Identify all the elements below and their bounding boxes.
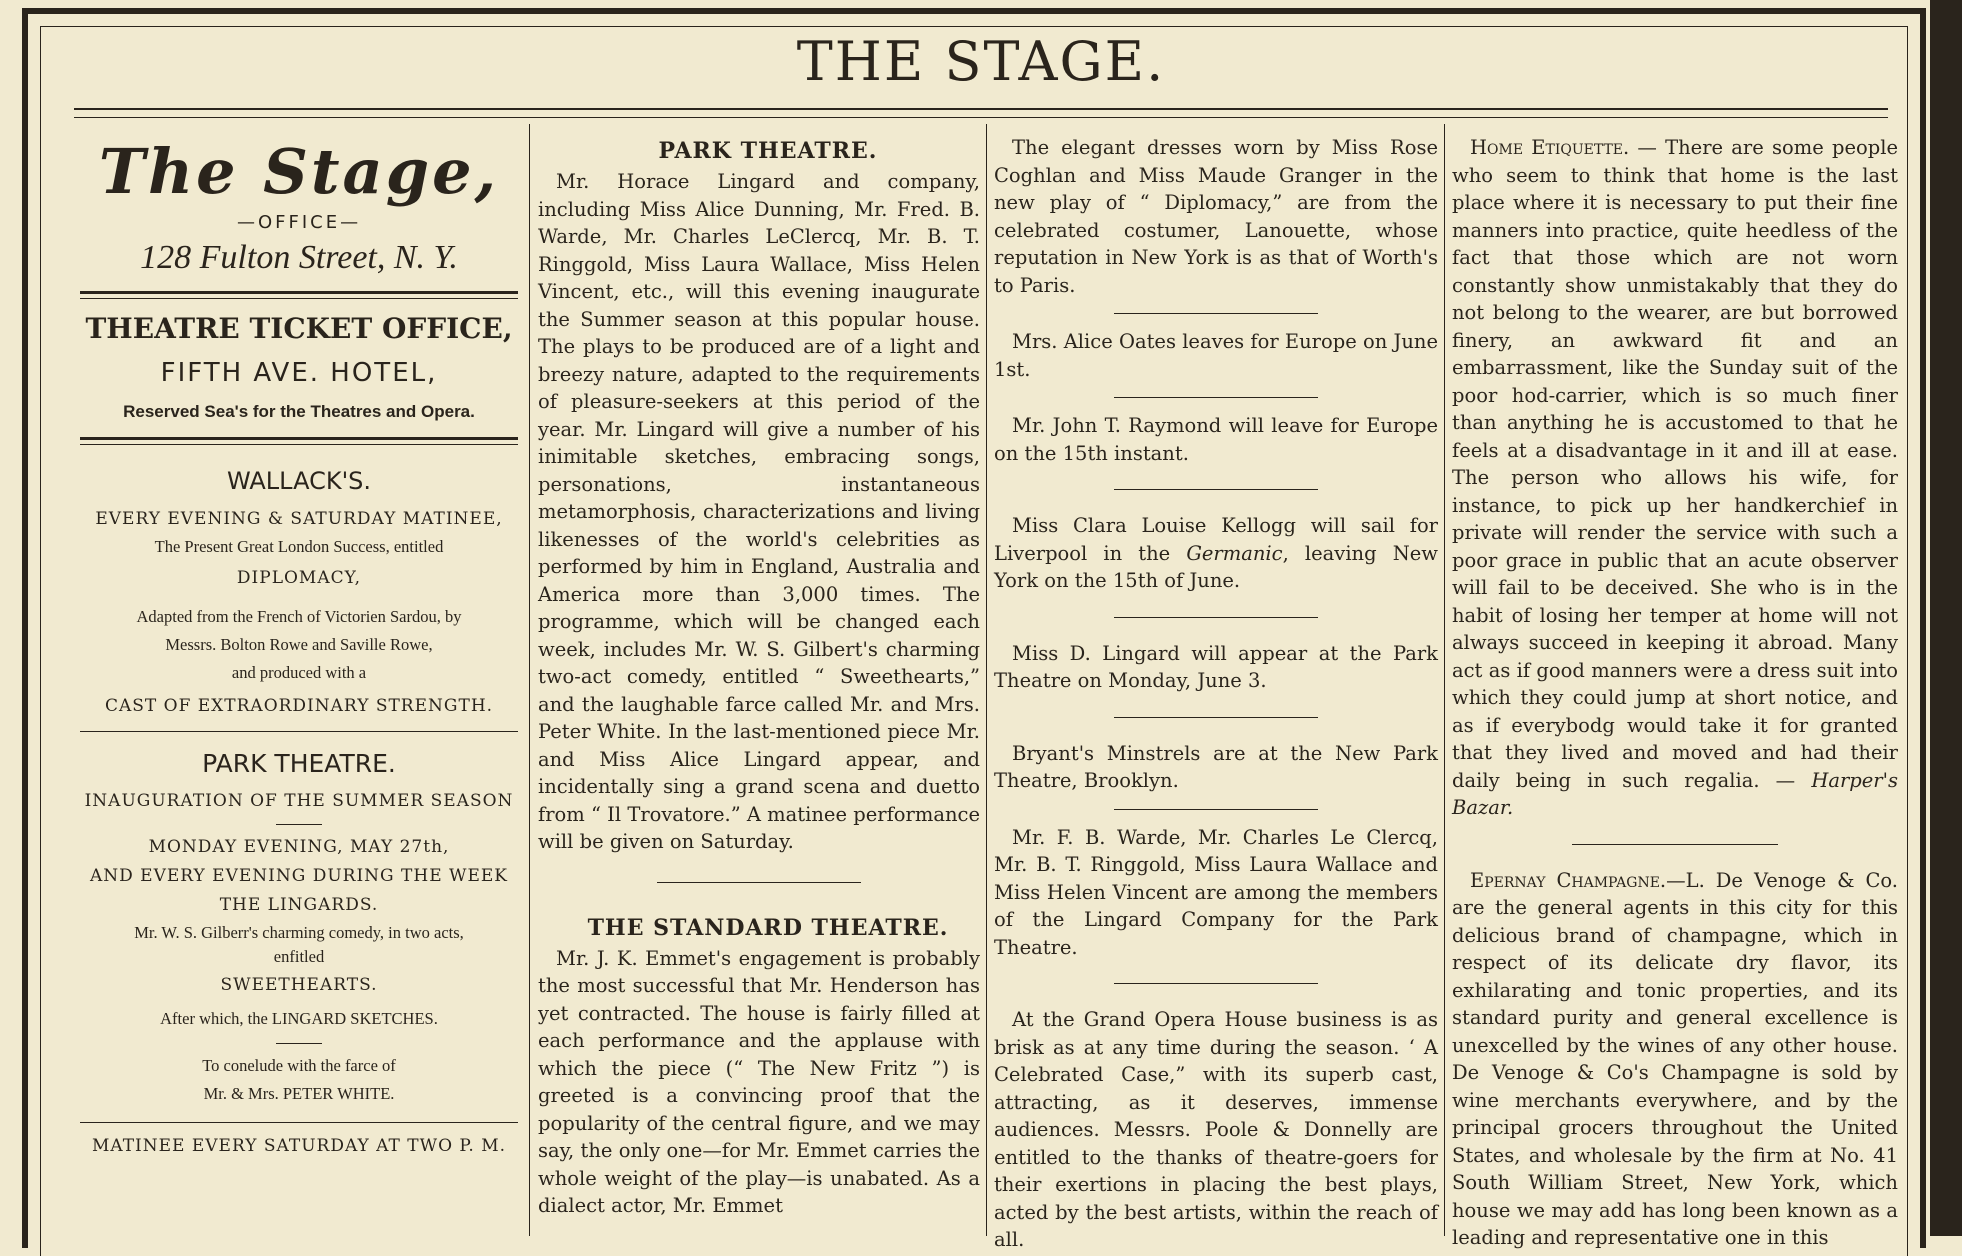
double-rule [80,437,518,445]
reserved-seats: Reserved Sea's for the Theatres and Opera. [123,402,475,421]
article-rule [1114,397,1318,398]
wallacks-line: EVERY EVENING & SATURDAY MATINEE, [95,509,503,529]
title-rule-thin [74,117,1888,118]
column-separator [1444,124,1445,1236]
stage-logo: The Stage, [98,135,500,208]
article-rule [657,882,860,883]
wallacks-line: CAST OF EXTRAORDINARY STRENGTH. [104,696,494,716]
standard-theatre-article: Mr. J. K. Emmet's engagement is probably the most successful that Mr. Henderson has yet contracted. The house is fairly filled at each performance and the applause with which the piece (“ The New Fritz ”) is greeted is a convincing proof that the popularity of the central figure, and we may say, the only one—for Mr. Emmet carries the whole weight of the play—is unabated. As a dialect actor, Mr. Emmet [538,946,980,1217]
hotel-name: FIFTH AVE. HOTEL, [160,358,438,388]
park-line: AND EVERY EVENING DURING THE WEEK [89,866,509,886]
column-4 [1452,134,1898,1252]
article-rule [1114,809,1318,810]
article-rule [1114,717,1318,718]
ticket-office-heading: THEATRE TICKET OFFICE, [85,312,513,345]
article-rule [1114,617,1318,618]
bryant-note: Bryant's Minstrels are at the New Park Theatre, Brooklyn. [994,741,1438,792]
park-theatre-heading: PARK THEATRE. [658,138,878,164]
park-line: Mr. & Mrs. PETER WHITE. [203,1084,395,1103]
wallacks-line: DIPLOMACY, [236,568,362,588]
article-rule [1572,844,1777,845]
short-rule [276,824,322,825]
etiquette-title: Home Etiquette. [1470,136,1630,159]
ship-name: Germanic [1186,541,1283,565]
park-line: MATINEE EVERY SATURDAY AT TWO P. M. [91,1136,507,1156]
wallacks-title: WALLACK'S. [226,467,372,495]
wallacks-line: Adapted from the French of Victorien Sardou, by [136,607,462,626]
column-2 [538,134,980,1220]
park-line: After which, the LINGARD SKETCHES. [160,1009,438,1028]
oates-note: Mrs. Alice Oates leaves for Europe on June 1st. [994,330,1438,381]
office-address: 128 Fulton Street, N. Y. [140,239,458,276]
wallacks-line: and produced with a [231,663,367,682]
kellogg-note [994,512,1438,595]
article-rule [1114,983,1318,984]
champagne-title: Epernay Champagne. [1470,868,1667,892]
page-title: THE STAGE. [796,30,1166,93]
article-rule [1114,489,1318,490]
advertisement-column [76,134,522,1163]
park-line: Mr. W. S. Gilberr's charming comedy, in two acts, [134,923,464,942]
kellogg-text-end: , leaving New York on the 15th of June. [994,541,1438,592]
kellogg-text: Miss Clara Louise Kellogg will sail for Liverpool in the [994,514,1438,565]
park-line: MONDAY EVENING, MAY 27th, [148,837,450,857]
standard-theatre-heading: THE STANDARD THEATRE. [587,914,949,941]
title-rule [74,108,1888,110]
raymond-note: Mr. John T. Raymond will leave for Europe on the 15th instant. [994,414,1438,465]
park-line: enfitled [273,947,325,966]
etiquette-source: Harper's Bazar. [1452,768,1898,819]
column-separator [529,124,530,1236]
page-edge [1930,0,1962,1236]
park-line: INAUGURATION OF THE SUMMER SEASON [84,791,514,811]
grand-opera-note: At the Grand Opera House business is as brisk as at any time during the season. ‘ A Celebrated Case,” with its superb cast, attracting, as it deserves, immense audiences. Messrs. Poole & Donnelly are entitled to the thanks of theatre-goers for their exertions in placing the best plays, acted by the best artists, within the reach of all. [994,1008,1438,1251]
article-rule [1114,313,1318,314]
warde-note: Mr. F. B. Warde, Mr. Charles Le Clercq, Mr. B. T. Ringgold, Miss Laura Wallace and Miss Helen Vincent are among the members of the Lingard Company for the Park Theatre. [994,825,1438,959]
rule [80,1122,518,1123]
column-separator [986,124,987,1236]
park-theatre-article: Mr. Horace Lingard and company, including Miss Alice Dunning, Mr. Fred. B. Warde, Mr. Charles LeClercq, Mr. B. T. Ringgold, Miss Laura Wallace, Miss Helen Vincent, etc., will this evening inaugurate the Summer season at this popular house. The plays to be produced are of a light and breezy nature, adapted to the requirements of pleasure-seekers at this period of the year. Mr. Lingard will give a number of his inimitable sketches, embracing songs, personations, instantaneous metamorphosis, characterizations and living likenesses of the world's celebrities as performed by him in England, Australia and America more than 3,000 times. The programme, which will be changed each week, includes Mr. W. S. Gilbert's charming two-act comedy, entitled “ Sweethearts,” and the laughable farce called Mr. and Mrs. Peter White. In the last-mentioned piece Mr. and Miss Alice Lingard appear, and incidentally sing a grand scena and duetto from “ Il Trovatore.” A matinee performance will be given on Saturday. [538,170,980,853]
park-theatre-title: PARK THEATRE. [202,749,396,778]
park-line: SWEETHEARTS. [220,975,378,995]
etiquette-article [1452,134,1898,822]
office-label: —OFFICE— [236,212,362,233]
column-3 [994,134,1438,1254]
champagne-article [1452,867,1898,1252]
wallacks-line: Messrs. Bolton Rowe and Saville Rowe, [165,635,433,654]
park-line: THE LINGARDS. [219,895,379,915]
rule [80,731,518,732]
champagne-text: —L. De Venoge & Co. are the general agents in this city for this delicious brand of champagne, which in respect of its delicate dry flavor, its exhilarating and tonic properties, and its standard purity and general excellence is unexcelled by the wines of any other house. De Venoge & Co's Champagne is sold by wine merchants everywhere, and by the principal grocers throughout the United States, and wholesale by the firm at No. 41 South William Street, New York, which house we may add has long been known as a leading and representative one in this [1452,868,1898,1249]
double-rule [80,291,518,299]
dresses-note: The elegant dresses worn by Miss Rose Coghlan and Miss Maude Granger in the new play of “ Diplomacy,” are from the celebrated costumer, Lanouette, whose reputation in New York is as that of Worth's to Paris. [994,136,1438,297]
etiquette-text: — There are some people who seem to think that home is the last place where it is necessary to put their fine manners into practice, quite heedless of the fact that those which are not worn constantly show unmistakably that they do not belong to the wearer, are but borrowed finery, an awkward fit and an embarrassment, like the Sunday suit of the poor hod-carrier, which is so much finer than anything he is accustomed to that he feels at a disadvantage in it and ill at ease. The person who allows his wife, for instance, to pick up her handkerchief in private will render the service with such a poor grace in public that an acute observer will fail to be deceived. She who is in the habit of losing her temper at home will not always succeed in keeping it abroad. Many act as if good manners were a dress suit into which they could jump at short notice, and as if everybodg would take it for granted that they lived and moved and had their daily being in such regalia. — [1452,136,1898,792]
wallacks-line: The Present Great London Success, entitled [154,537,444,556]
lingard-note: Miss D. Lingard will appear at the Park Theatre on Monday, June 3. [994,641,1438,692]
park-line: To conelude with the farce of [202,1056,396,1075]
short-rule [276,1043,322,1044]
